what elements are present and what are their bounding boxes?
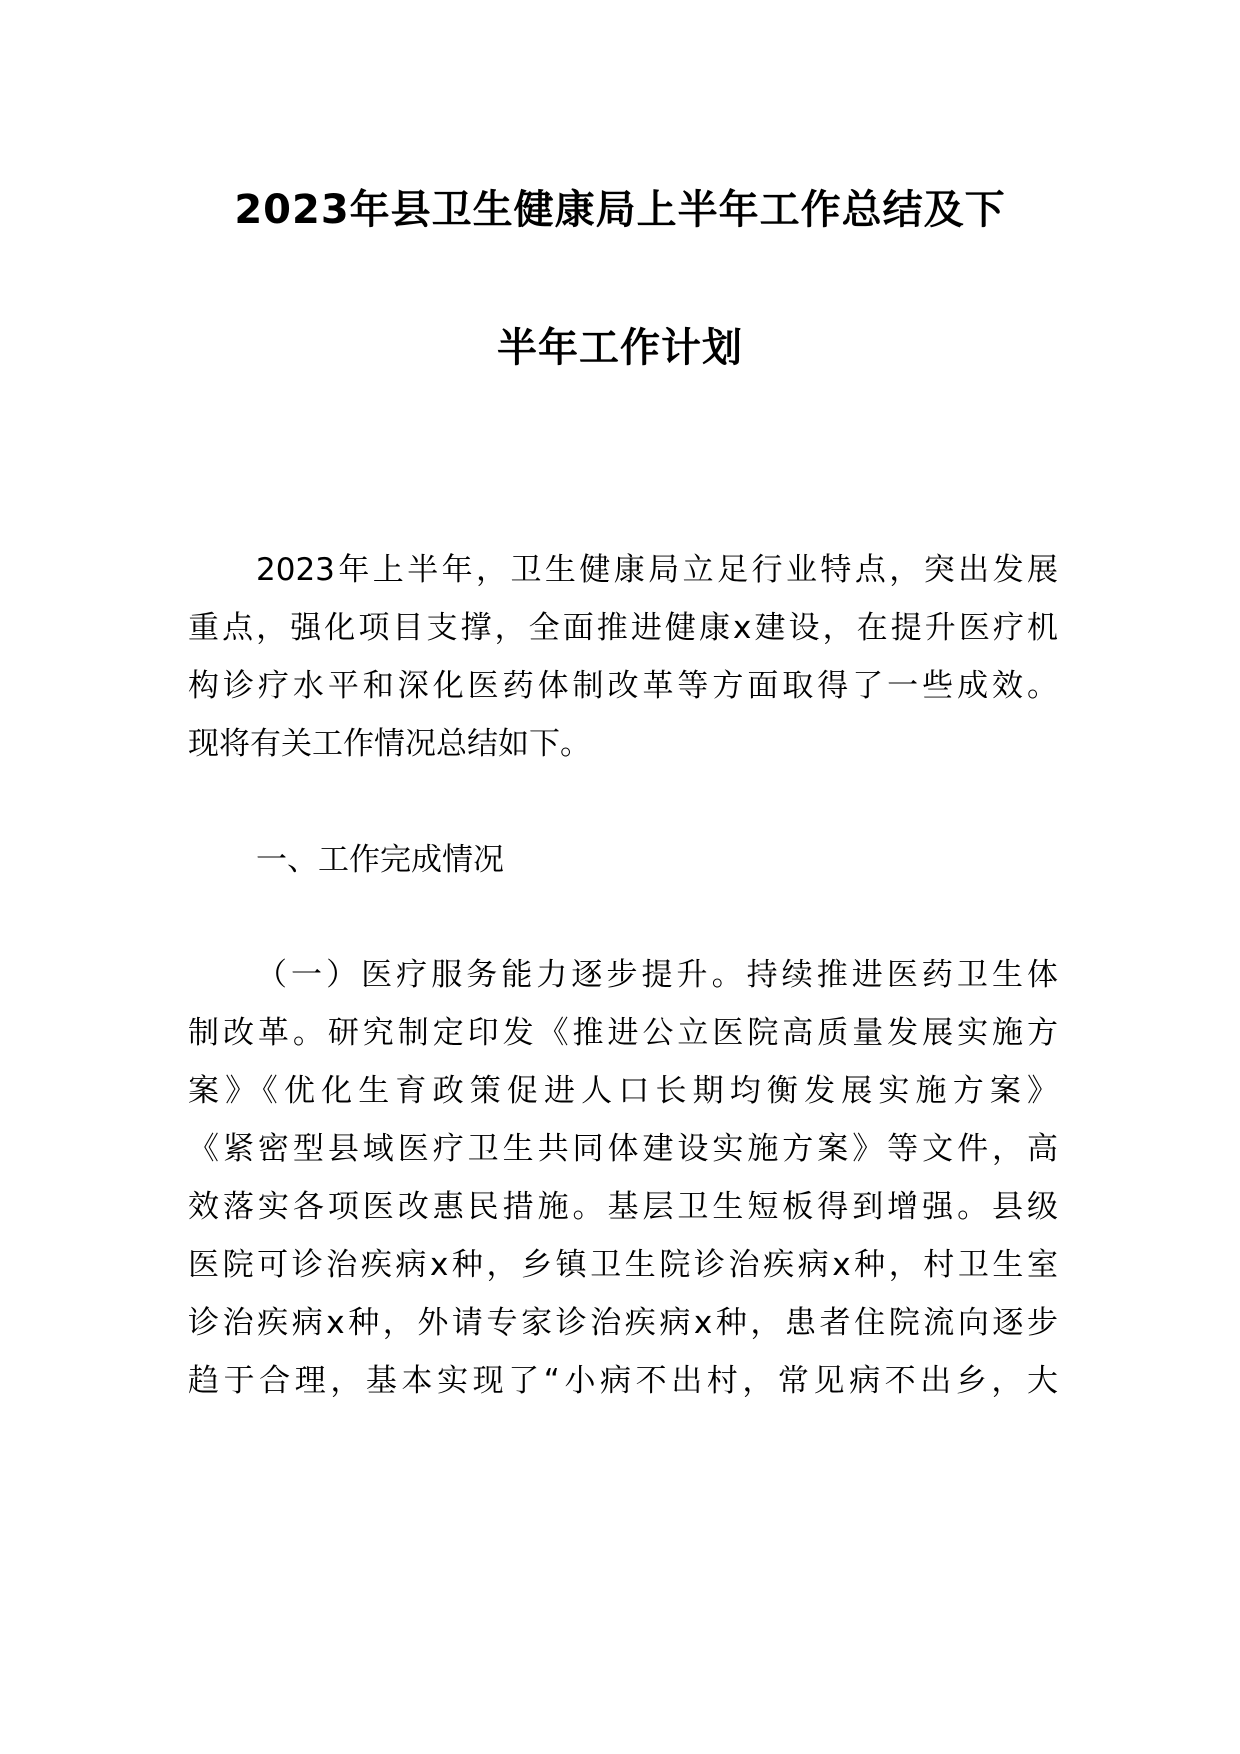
section-heading: 一、工作完成情况 bbox=[256, 842, 504, 878]
document-title-line-1: 2023年县卫生健康局上半年工作总结及下 bbox=[234, 187, 1006, 233]
intro-line: 现将有关工作情况总结如下。 bbox=[188, 726, 591, 762]
paragraph-line: 案》《优化生育政策促进人口长期均衡发展实施方案》 bbox=[188, 1073, 1058, 1109]
document-title-line-2: 半年工作计划 bbox=[497, 325, 743, 371]
paragraph-line: 诊治疾病x种，外请专家诊治疾病x种，患者住院流向逐步 bbox=[188, 1305, 1058, 1341]
intro-line: 重点，强化项目支撑，全面推进健康x建设，在提升医疗机 bbox=[188, 610, 1058, 646]
intro-line: 2023年上半年，卫生健康局立足行业特点，突出发展 bbox=[256, 552, 1058, 588]
paragraph-line: 效落实各项医改惠民措施。基层卫生短板得到增强。县级 bbox=[188, 1189, 1058, 1225]
paragraph-line: 趋于合理，基本实现了“小病不出村，常见病不出乡，大 bbox=[188, 1363, 1058, 1399]
intro-line: 构诊疗水平和深化医药体制改革等方面取得了一些成效。 bbox=[188, 668, 1058, 704]
paragraph-line: 制改革。研究制定印发《推进公立医院高质量发展实施方 bbox=[188, 1015, 1058, 1051]
paragraph-line: （一）医疗服务能力逐步提升。持续推进医药卫生体 bbox=[256, 957, 1058, 993]
paragraph-line: 《紧密型县域医疗卫生共同体建设实施方案》等文件，高 bbox=[188, 1131, 1058, 1167]
paragraph-line: 医院可诊治疾病x种，乡镇卫生院诊治疾病x种，村卫生室 bbox=[188, 1247, 1058, 1283]
